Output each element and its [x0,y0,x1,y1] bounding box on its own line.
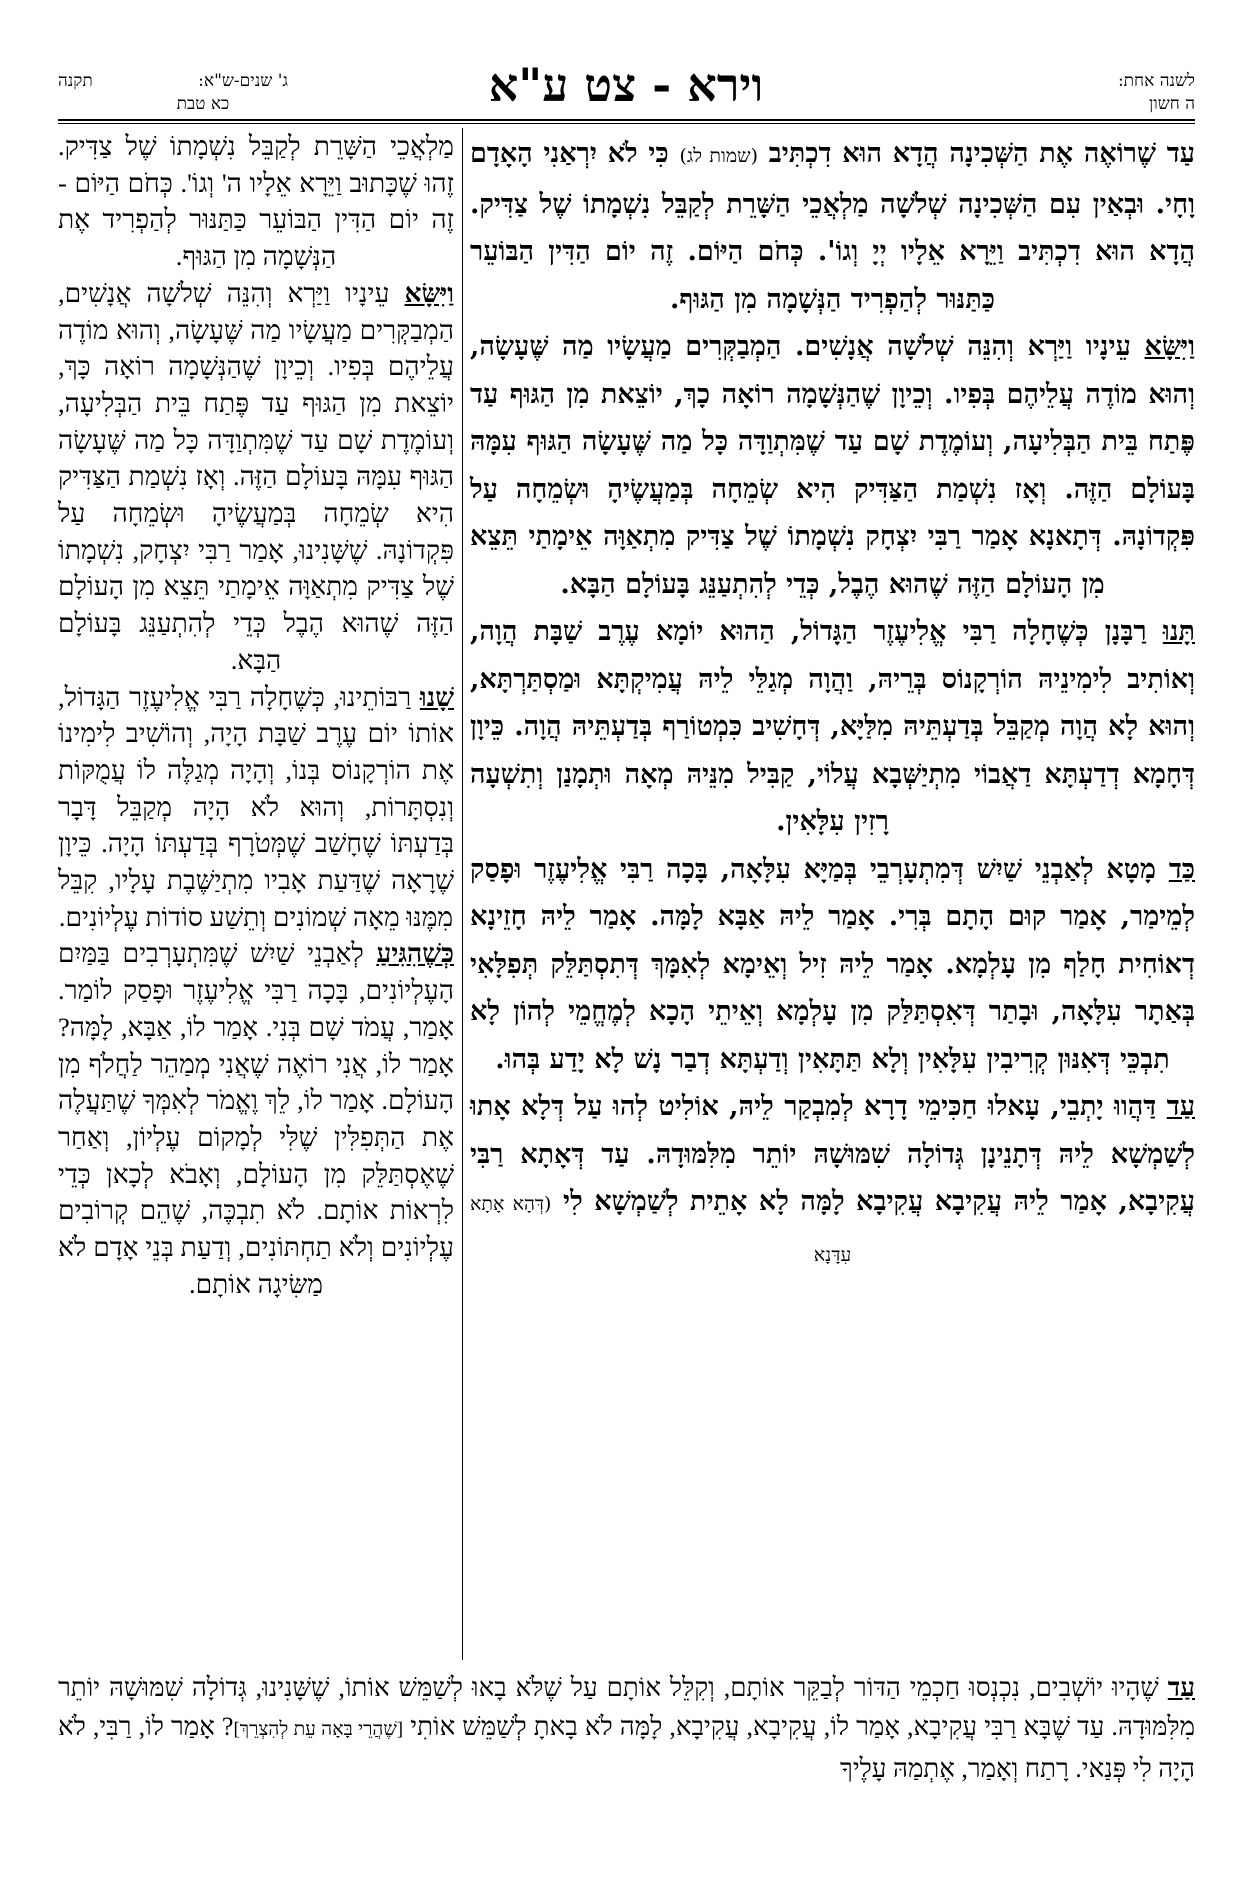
main-p1-cont: כִּי לֹא יִרְאַנִי הָאָדָם וָחָי. וּבְאַין עִם הַשְּׁכִינָה שְׁלֹשָׁה מַלְאֲכֵי הַשָּׁרֵת לְקַבֵּל נִשְׁמָתוֹ שֶׁל צַדִּיק. הֲדָא הוּא דִכְתִּיב וַיֵּרָא אֵלָיו יְיָ וְגוֹ'. כְּחֹם הַיּוֹם. זֶה יוֹם הַדִּין הַבּוֹעֵר כַּתַּנּוּר לְהַפְרִיד הַנְּשָׁמָה מִן הַגּוּף. [470,138,1195,315]
header-cycle-date: כא טבת [176,94,230,114]
side-paragraph-4 [58,935,454,1302]
main-paragraph-5 [470,1083,1195,1279]
side-paragraph-3 [58,679,454,936]
main-p2-text: עֵינָיו וַיַּרְא וְהִנֵּה שְׁלֹשָׁה אֲנָשִׁים. הַמְבַקְּרִים מַעֲשָׂיו מַה שֶּׁעָשָׂה, וְהוּא מוֹדֶה עֲלֵיהֶם בְּפִיו. וְכֵיוָן שֶׁהַנְּשָׁמָה רוֹאָה כָךְ, יוֹצֵאת מִן הַגּוּף עַד פֶּתַח בֵּית הַבְּלִיעָה, וְעוֹמֶדֶת שָׁם עַד שֶׁמִּתְוַדָּה כָּל מַה שֶּׁעָשָׂה הַגּוּף עִמָּהּ בָּעוֹלָם הַזֶּה. וְאָז נִשְׁמַת הַצַּדִּיק הִיא שְׂמֵחָה בְּמַעֲשֶׂיהָ וּשְׂמֵחָה עַל פִּקְדוֹנָהּ. דְּתָאנָא אָמַר רַבִּי יִצְחָק נִשְׁמָתוֹ שֶׁל צַדִּיק מִתְאַוָּה אֵימָתַי תֵּצֵא מִן הָעוֹלָם הַזֶּה שֶׁהוּא הֶבֶל, כְּדֵי לְהִתְעַנֵּג בָּעוֹלָם הַבָּא. [470,331,1195,600]
main-paragraph-1 [470,130,1195,323]
main-column [470,130,1195,1279]
header-cycle-name: תקנה [58,71,93,91]
main-paragraph-4 [470,846,1195,1084]
main-p5-tail: (דְּהָא אָתָא עִדָּנָא [470,1193,852,1266]
header-year-date: ה חשון [1149,94,1195,114]
translation-column [58,128,454,1303]
side-p3-text: רַבּוֹתֵינוּ, כְּשֶׁחָלָה רַבִּי אֱלִיעֶזֶר הַגָּדוֹל, אוֹתוֹ יוֹם עֶרֶב שַׁבָּת הָיָה, וְהוֹשִׁיב לִימִינוֹ אֶת הוֹרְקָנוֹס בְּנוֹ, וְהָיָה מְגַלֶּה לוֹ עֲמֻקּוֹת וְנִסְתָּרוֹת, וְהוּא לֹא הָיָה מְקַבֵּל דָּבָר בְּדַעְתּוֹ שֶׁחָשַׁב שֶׁמְּטֹרָף בְּדַעְתּוֹ הָיָה. כֵּיוָן שֶׁרָאָה שֶׁדַּעַת אָבִיו מִתְיַשֶּׁבֶת עָלָיו, קִבֵּל מִמֶּנּוּ מֵאָה שְׁמוֹנִים וְתֵשַׁע סוֹדוֹת עֶלְיוֹנִים. [58,681,454,932]
main-p4-lead: כַּד [1168,853,1195,885]
main-p1-text: עַד שֶׁרוֹאֶה אֶת הַשְּׁכִינָה הֲדָא הוּא דִכְתִּיב [768,138,1195,169]
footer-translation [58,1668,1195,1788]
column-separator [462,128,463,1660]
side-p2-text: עֵינָיו וַיַּרְא וְהִנֵּה שְׁלֹשָׁה אֲנָשִׁים, הַמְבַקְּרִים מַעֲשָׂיו מַה שֶּׁעָשָׂה, וְהוּא מוֹדֶה עֲלֵיהֶם בְּפִיו. וְכֵיוָן שֶׁהַנְּשָׁמָה רוֹאָה כָּךְ, יוֹצֵאת מִן הַגּוּף עַד פֶּתַח בֵּית הַבְּלִיעָה, וְעוֹמֶדֶת שָׁם עַד שֶׁמִּתְוַדָּה כָּל מַה שֶּׁעָשָׂה הַגּוּף עִמָּהּ בָּעוֹלָם הַזֶּה. וְאָז נִשְׁמַת הַצַּדִּיק הִיא שְׂמֵחָה בְּמַעֲשֶׂיהָ וּשְׂמֵחָה עַל פִּקְדוֹנָהּ. שֶׁשָּׁנִינוּ, אָמַר רַבִּי יִצְחָק, נִשְׁמָתוֹ שֶׁל צַדִּיק מִתְאַוָּה אֵימָתַי תֵּצֵא מִן הָעוֹלָם הַזֶּה שֶׁהוּא הֶבֶל כְּדֵי לְהִתְעַנֵּג בָּעוֹלָם הַבָּא. [58,277,454,675]
main-p3-text: רַבָּנָן כְּשֶׁחָלָה רַבִּי אֱלִיעֶזֶר הַגָּדוֹל, הַהוּא יוֹמָא עֶרֶב שַׁבָּת הֲוָה, וְאוֹתִיב לִימִינֵיהּ הוֹרְקָנוֹס בְּרֵיהּ, וַהֲוָה מְגַלֵּי לֵיהּ עֲמִיקְתָּא וּמַסְתַּרְתָּא, וְהוּא לָא הֲוָה מְקַבֵּל בְּדַעְתֵּיהּ מִלַּיָּא, דְּחָשִׁיב כִּמְטוֹרַף בְּדַעְתֵּיהּ הֲוָה. כֵּיוָן דְּחָמָא דְדַעְתָּא דַאֲבוֹי מִתְיַשְּׁבָא עֲלוֹי, קַבִּיל מִנֵּיהּ מְאָה וּתְמָנַן וְתִשְׁעָה רָזִין עִלָּאִין. [470,616,1195,837]
side-p3-lead: שָׁנוּ [419,681,454,712]
header-left [58,70,288,116]
side-paragraph-1: מַלְאֲכֵי הַשָּׁרֵת לְקַבֵּל נִשְׁמָתוֹ שֶׁל צַדִּיק. זֶהוּ שֶׁכָּתוּב וַיֵּרָא אֵלָיו ה' וְגוֹ'. כְּחֹם הַיּוֹם - זֶה יוֹם הַדִּין הַבּוֹעֵר כַּתַּנּוּר לְהַפְרִיד אֶת הַנְּשָׁמָה מִן הַגּוּף. [58,131,454,272]
header-rule [58,119,1195,121]
main-p3-lead: תָּנוּ [1162,616,1195,647]
main-p5-text: דַּהֲווּ יָתְבֵי, עָאלוּ חַכִּימֵי דָרָא לְמִבְקַר לֵיהּ, אוֹלִיט לְהוּ עַל דְּלָא אָתוּ לְשַׁמְשָׁא לֵיהּ דְּתָנֵינָן גְּדוֹלָה שִׁמּוּשָׁהּ יוֹתֵר מִלִּמּוּדָהּ. עַד דְּאָתָא רַבִּי עֲקִיבָא, אָמַר לֵיהּ עֲקִיבָא עֲקִיבָא לָמָּה לָא אָתֵית לְשַׁמְשָׁא לִי [470,1091,1196,1217]
header-year-label: לשנה אחת: [1117,71,1195,91]
footer-lead: עַד [1167,1673,1196,1702]
header-cycle-label: ג' שנים-ש"א: [198,71,288,91]
main-paragraph-2 [470,323,1195,608]
side-p4-lead: כְּשֶׁהִגִּיעַ [376,938,454,969]
footer-bracket-note: [שֶׁהֲרֵי בָּאָה עֵת לְהִצְרֵךְ] [233,1719,404,1740]
header-rule-thin [58,123,1195,124]
main-p2-lead: וַיִּשָּׂא [1144,331,1195,362]
side-paragraph-2 [58,275,454,679]
main-p5-lead: עַד [1166,1091,1195,1122]
footer-text: שֶׁהָיוּ יוֹשְׁבִים, נִכְנְסוּ חַכְמֵי הַדּוֹר לְבַקֵּר אוֹתָם, וְקִלֵּל אוֹתָם עַל שֶׁלֹּא בָאוּ לְשַׁמֵּשׁ אוֹתוֹ, שֶׁשָּׁנִינוּ, גְּדוֹלָה שִׁמּוּשָׁהּ יוֹתֵר מִלִּמּוּדָהּ. עַד שֶׁבָּא רַבִּי עֲקִיבָא, אָמַר לוֹ, עֲקִיבָא, עֲקִיבָא, לָמָּה לֹא בָאתָ לְשַׁמֵּשׁ אוֹתִי [58,1673,1196,1741]
page-title: וירא - צט ע"א [488,58,764,112]
verse-reference: (שמות לג) [679,145,758,167]
side-p4-text: לְאַבְנֵי שַׁיִשׁ שֶׁמִּתְעָרְבִים בַּמַּיִם הָעֶלְיוֹנִים, בָּכָה רַבִּי אֱלִיעֶזֶר וּפָסַק לוֹמַר. אָמַר, עֲמֹד שָׁם בְּנִי. אָמַר לוֹ, אַבָּא, לָמָּה? אָמַר לוֹ, אֲנִי רוֹאֶה שֶׁאֲנִי מְמַהֵר לַחֲלֹף מִן הָעוֹלָם. אָמַר לוֹ, לֵךְ וֶאֱמֹר לְאִמְּךָ שֶׁתַּעֲלֶה אֶת הַתְּפִלִּין שֶׁלִּי לְמָקוֹם עֶלְיוֹן, וְאַחַר שֶׁאֶסְתַּלֵּק מִן הָעוֹלָם, וְאָבֹא לְכָאן כְּדֵי לִרְאוֹת אוֹתָם. לֹא תִבְכֶּה, שֶׁהֵם קְרוֹבִים עֶלְיוֹנִים וְלֹא תַחְתּוֹנִים, וְדַעַת בְּנֵי אָדָם לֹא מַשִּׂיגָה אוֹתָם. [58,938,454,1299]
main-paragraph-3 [470,608,1195,846]
side-p2-lead: וַיִּשָּׂא [404,277,455,308]
footer-text-2: ? אָמַר לוֹ, רַבִּי, לֹא הָיָה לִי פְּנַאי. רָתַח וְאָמַר, אֶתְמַהּ עָלֶיךָ [58,1712,1195,1783]
header-right [965,70,1195,116]
main-p4-text: מָטָא לְאַבְנֵי שַׁיִשׁ דְּמִתְעָרְבֵי בְּמַיָּא עִלָּאָה, בָּכָה רַבִּי אֱלִיעֶזֶר וּפָסַק לְמֵימַר, אָמַר קוּם הָתָם בְּרִי. אָמַר לֵיהּ אַבָּא לָמָּה. אָמַר לֵיהּ חָזֵינָא דְאוֹחִית חָלַף מִן עָלְמָא. אָמַר לֵיהּ זִיל וְאֵימָא לְאִמָּךְ דְּתִסְתַּלֵּק תְּפִלָּאִי בְּאַתָר עִלָּאָה, וּבָתַר דְּאִסְתַּלַּק מִן עָלְמָא וְאֵיתֵי הָכָא לְמֶחֱמֵי לְהוֹן לָא תִבְכֵּי דְּאִנּוּן קְרִיבִין עִלָּאִין וְלָא תַּתָּאִין וְדַעְתָּא דְבַר נָשׁ לָא יָדַע בְּהוּ. [470,853,1195,1075]
